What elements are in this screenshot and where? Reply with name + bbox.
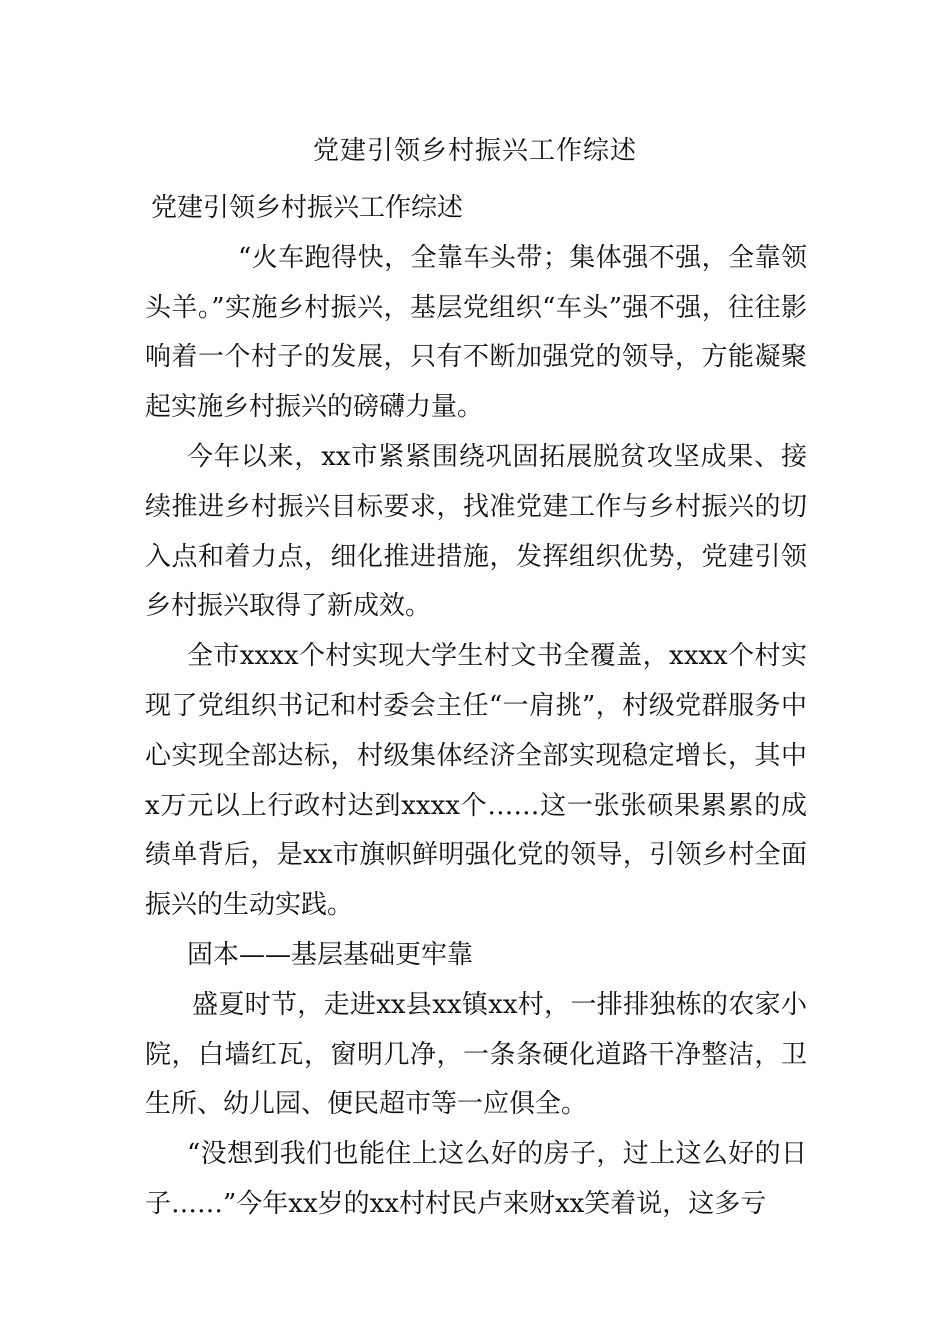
paragraph-achievements: 全市xxxx个村实现大学生村文书全覆盖，xxxx个村实现了党组织书记和村委会主任“一肩挑”，村级党群服务中心实现全部达标，村级集体经济全部实现稳定增长，其中x万元以上行政村达到xxxx个……这一张张硕果累累的成绩单背后，是xx市旗帜鲜明强化党的领导，引领乡村全面振兴的生动实践。 — [145, 641, 807, 921]
paragraph-village-visit: 盛夏时节，走进xx县xx镇xx村，一排排独栋的农家小院，白墙红瓦，窗明几净，一条条硬化道路干净整洁，卫生所、幼儿园、便民超市等一应俱全。 — [145, 989, 807, 1120]
document-title: 党建引领乡村振兴工作综述 — [312, 136, 637, 166]
paragraph-villager-quote: “没想到我们也能住上这么好的房子，过上这么好的日子……”今年xx岁的xx村村民卢来财xx笑着说，这多亏 — [145, 1139, 807, 1219]
document-subtitle: 党建引领乡村振兴工作综述 — [151, 193, 464, 223]
document-body — [145, 184, 807, 1230]
section-heading: 固本——基层基础更牢靠 — [187, 939, 474, 970]
paragraph-this-year: 今年以来，xx市紧紧围绕巩固拓展脱贫攻坚成果、接续推进乡村振兴目标要求，找准党建工作与乡村振兴的切入点和着力点，细化推进措施，发挥组织优势，党建引领乡村振兴取得了新成效。 — [145, 441, 807, 622]
paragraph-intro: “火车跑得快，全靠车头带；集体强不强，全靠领头羊。”实施乡村振兴，基层党组织“车头”强不强，往往影响着一个村子的发展，只有不断加强党的领导，方能凝聚起实施乡村振兴的磅礴力量。 — [145, 242, 807, 423]
